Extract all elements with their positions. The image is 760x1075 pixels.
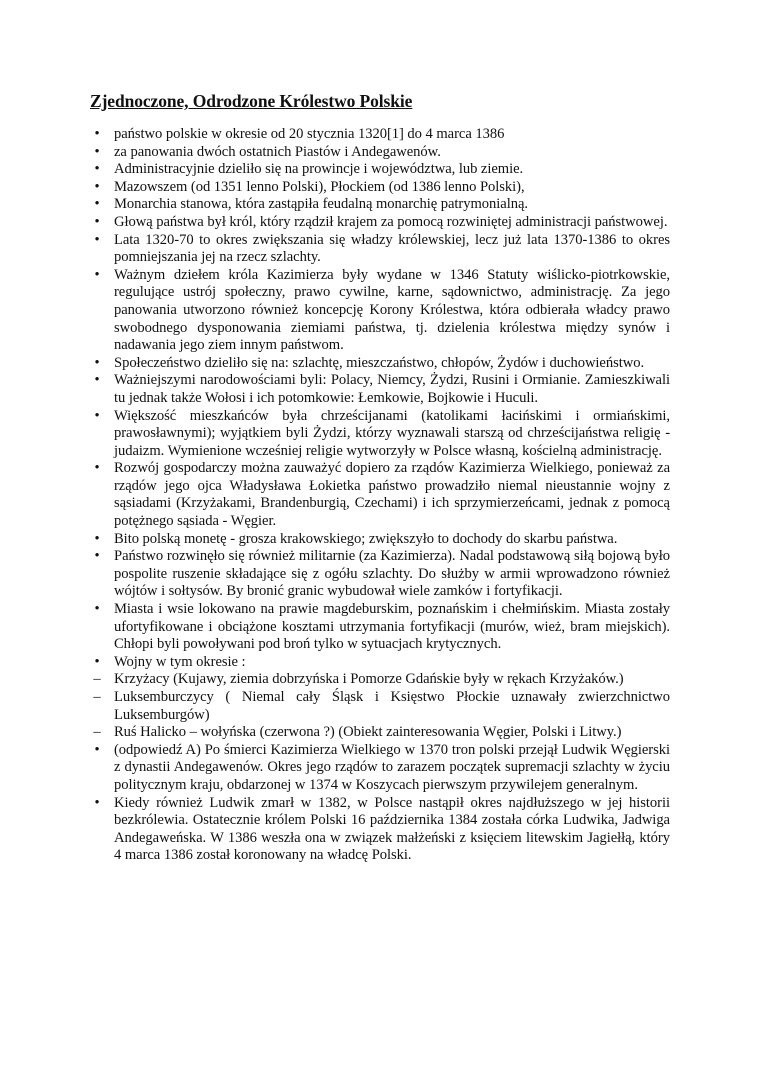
bullet-item xyxy=(90,601,670,654)
item-text: Mazowszem (od 1351 lenno Polski), Płockiem (od 1386 lenno Polski), xyxy=(114,178,525,195)
dash-item xyxy=(90,689,670,724)
bullet-item xyxy=(90,531,670,549)
item-text: Monarchia stanowa, która zastąpiła feudalną monarchię patrymonialną. xyxy=(114,196,528,213)
bullet-item xyxy=(90,742,670,795)
item-text: Większość mieszkańców była chrześcijanami (katolikami łacińskimi i ormiańskimi, prawosławnymi); wyjątkiem byli Żydzi, którzy wyznawali starszą od chrześcijaństwa religię - judaizm. Wymienione wcześniej religie wytworzyły w Polsce własną, kościelną administrację. xyxy=(114,407,670,459)
item-text: Lata 1320-70 to okres zwiększania się władzy królewskiej, lecz już lata 1370-1386 to okres pomniejszania jej na rzecz szlachty. xyxy=(114,231,670,266)
bullet-icon: • xyxy=(94,178,100,195)
item-text: Kiedy również Ludwik zmarł w 1382, w Polsce nastąpił okres najdłuższego w jej historii bezkrólewia. Ostatecznie królem Polski 16 października 1384 została córka Ludwika, Jadwiga Andegaweńska. W 1386 weszła ona w związek małżeński z księciem litewskim Jagiełłą, który 4 marca 1386 został koronowany na władcę Polski. xyxy=(114,794,670,864)
bullet-icon: • xyxy=(94,548,100,565)
bullet-item xyxy=(90,548,670,601)
item-text: Miasta i wsie lokowano na prawie magdeburskim, poznańskim i chełmińskim. Miasta zostały ufortyfikowane i obciążone kosztami utrzymania fortyfikacji (murów, wież, bram miejskich). Chłopi byli powoływani pod broń tylko w sytuacjach krytycznych. xyxy=(114,601,670,653)
item-text: Społeczeństwo dzieliło się na: szlachtę, mieszczaństwo, chłopów, Żydów i duchowieństwo. xyxy=(114,354,645,371)
bullet-icon: • xyxy=(94,460,100,477)
dash-item xyxy=(90,724,670,742)
bullet-item xyxy=(90,267,670,355)
item-text: Ważniejszymi narodowościami byli: Polacy, Niemcy, Żydzi, Rusini i Ormianie. Zamieszkiwali tu jednak także Wołosi i ich potomkowie: Łemkowie, Bojkowie i Huculi. xyxy=(114,372,670,406)
item-text: Państwo rozwinęło się również militarnie (za Kazimierza). Nadal podstawową siłą bojową było pospolite ruszenie składające się z ogółu szlachty. Do służby w armii wprowadzono również wójtów i sołtysów. By bronić granic wybudował wiele zamków i fortyfikacji. xyxy=(114,548,670,600)
item-text: Rozwój gospodarczy można zauważyć dopiero za rządów Kazimierza Wielkiego, ponieważ za rządów jego ojca Władysława Łokietka państwo prowadziło niemal nieustannie wojny z sąsiadami (Krzyżakami, Brandenburgią, Czechami) i ich sprzymierzeńcami, jednak z pomocą potężnego sąsiada - Węgier. xyxy=(114,460,670,530)
item-text: Wojny w tym okresie : xyxy=(114,653,246,670)
bullet-item xyxy=(90,355,670,373)
dash-icon: – xyxy=(93,724,101,741)
dash-icon: – xyxy=(93,671,101,688)
bullet-item xyxy=(90,654,670,672)
bullet-icon: • xyxy=(94,196,100,213)
dash-item xyxy=(90,671,670,689)
bullet-icon: • xyxy=(94,266,100,283)
bullet-item xyxy=(90,795,670,865)
bullet-icon: • xyxy=(94,231,100,248)
bullet-icon: • xyxy=(94,530,100,547)
item-text: państwo polskie w okresie od 20 stycznia 1320[1] do 4 marca 1386 xyxy=(114,126,505,142)
bullet-item xyxy=(90,161,670,179)
bullet-item xyxy=(90,196,670,214)
item-text: Luksemburczycy ( Niemal cały Śląsk i Księstwo Płockie uznawały zwierzchnictwo Luksemburgów) xyxy=(114,689,670,723)
document-title: Zjednoczone, Odrodzone Królestwo Polskie xyxy=(90,91,413,111)
bullet-icon: • xyxy=(94,601,100,618)
bullet-icon: • xyxy=(94,126,100,142)
bullet-icon: • xyxy=(94,407,100,424)
bullet-icon: • xyxy=(94,354,100,371)
bullet-list xyxy=(90,126,670,865)
bullet-item xyxy=(90,179,670,197)
item-text: (odpowiedź A) Po śmierci Kazimierza Wielkiego w 1370 tron polski przejął Ludwik Węgierski z dynastii Andegawenów. Okres jego rządów to zarazem początek supremacji szlachty w życiu politycznym kraju, obdarzonej w 1374 w Koszycach pierwszym przywilejem generalnym. xyxy=(114,741,670,793)
bullet-icon: • xyxy=(94,143,100,160)
item-text: Głową państwa był król, który rządził krajem za pomocą rozwiniętej administracji państwowej. xyxy=(114,213,668,230)
bullet-item xyxy=(90,232,670,267)
item-text: Bito polską monetę - grosza krakowskiego; zwiększyło to dochody do skarbu państwa. xyxy=(114,530,618,547)
bullet-item xyxy=(90,126,670,144)
item-text: Administracyjnie dzieliło się na prowincje i województwa, lub ziemie. xyxy=(114,161,524,178)
item-text: Krzyżacy (Kujawy, ziemia dobrzyńska i Pomorze Gdańskie były w rękach Krzyżaków.) xyxy=(114,671,624,688)
bullet-icon: • xyxy=(94,794,100,811)
bullet-icon: • xyxy=(94,653,100,670)
bullet-item xyxy=(90,460,670,530)
item-text: za panowania dwóch ostatnich Piastów i Andegawenów. xyxy=(114,143,441,160)
dash-icon: – xyxy=(93,689,101,705)
bullet-icon: • xyxy=(94,741,100,758)
item-text: Ważnym dziełem króla Kazimierza były wydane w 1346 Statuty wiślicko-piotrkowskie, regulujące ustrój społeczny, prawo cywilne, karne, sądownictwo, administrację. Za jego panowania utworzono również koncepcję Korony Królestwa, która odbierała władcy prawo swobodnego dysponowania ziemiami państwa, tj. dzielenia królestwa między synów i nadawania jego ziem innym państwom. xyxy=(114,266,670,354)
item-text: Ruś Halicko – wołyńska (czerwona ?) (Obiekt zainteresowania Węgier, Polski i Litwy.) xyxy=(114,724,622,741)
bullet-item xyxy=(90,144,670,162)
bullet-icon: • xyxy=(94,213,100,230)
bullet-icon: • xyxy=(94,161,100,178)
bullet-item xyxy=(90,408,670,461)
bullet-item xyxy=(90,214,670,232)
bullet-item xyxy=(90,372,670,407)
bullet-icon: • xyxy=(94,372,100,389)
